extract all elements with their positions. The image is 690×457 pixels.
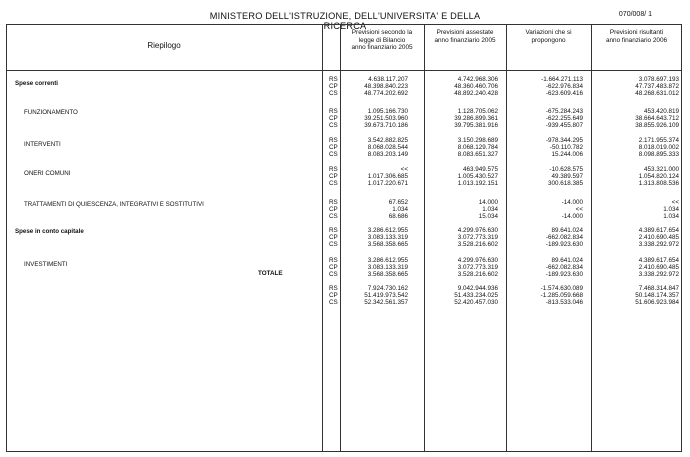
cell-value: CP (329, 206, 338, 214)
cell-value: RS (329, 76, 338, 83)
table-row (0, 166, 690, 190)
cell-value: 1.054.820.124 (638, 173, 679, 181)
row-label: Spese correnti (15, 80, 58, 87)
cell-value: 38.855.926.109 (635, 122, 679, 130)
cell-value: -189.923.630 (545, 241, 583, 249)
cell-value: 453.420.819 (643, 108, 679, 115)
cell-value: 48.892.240.428 (454, 90, 498, 98)
cell-value: CS (329, 241, 338, 249)
table-row (0, 199, 690, 223)
cell-value: 15.244.006 (551, 151, 583, 159)
cell-value: 3.286.612.955 (367, 257, 408, 264)
col-risultanti-values (600, 76, 679, 97)
cell-value: 38.664.643.712 (635, 115, 679, 123)
cell-value: -14.000 (561, 213, 583, 221)
cell-value: 453.321.000 (643, 166, 679, 173)
cell-value: 3.338.292.972 (638, 271, 679, 279)
cell-value: 15.034 (478, 213, 498, 221)
col-risultanti-values (600, 166, 679, 187)
cell-value: 7.924.730.162 (367, 285, 408, 292)
cell-value: -623.609.416 (545, 90, 583, 98)
cell-value: CS (329, 180, 338, 188)
row-label: FUNZIONAMENTO (24, 109, 78, 116)
cell-value: 4.389.617.654 (638, 227, 679, 234)
cell-value: 39.286.899.361 (454, 115, 498, 123)
cell-value: 1.034 (663, 206, 679, 214)
col-legge-bilancio-values (340, 285, 408, 306)
cell-value: 67.652 (388, 199, 408, 206)
cell-value: 3.528.216.602 (457, 271, 498, 279)
cell-value: CS (329, 122, 338, 130)
col-assestate-values (425, 199, 498, 220)
col-heading-risultanti: Previsioni risultanti anno finanziario 2006 (605, 29, 668, 44)
cell-value: -622.255.649 (545, 115, 583, 123)
col-legge-bilancio-values (340, 199, 408, 220)
cell-value: -622.976.834 (545, 83, 583, 91)
cell-value: 39.251.503.960 (364, 115, 408, 123)
cell-value: CS (329, 90, 338, 98)
totale-label: TOTALE (258, 270, 283, 277)
table-row (0, 108, 690, 132)
col-variazioni-values (510, 199, 583, 220)
cell-value: -50.110.782 (549, 144, 583, 152)
cell-value: CS (329, 299, 338, 307)
col-risultanti-values (600, 137, 679, 158)
cell-value: CP (329, 292, 338, 300)
cell-value: 1.034 (663, 213, 679, 221)
cell-value: << (575, 206, 583, 214)
cell-value: 4.638.117.207 (368, 76, 408, 83)
cell-value: RS (329, 137, 338, 144)
cell-value: 3.338.292.972 (638, 241, 679, 249)
col-variazioni-values (510, 227, 583, 248)
cell-value: 8.083.651.327 (457, 151, 498, 159)
cell-value: -675.284.243 (545, 108, 583, 115)
cell-value: 52.420.457.030 (454, 299, 498, 307)
cell-value: 8.018.019.002 (638, 144, 679, 152)
cell-value: 8.068.028.544 (367, 144, 408, 152)
col-risultanti-values (600, 257, 679, 278)
cell-value: 8.068.129.784 (457, 144, 498, 152)
cell-value: 2.171.955.374 (638, 137, 679, 144)
col-risultanti-values (600, 199, 679, 220)
cell-value: -14.000 (561, 199, 583, 206)
col-legge-bilancio-values (340, 166, 408, 187)
cell-value: 14.000 (478, 199, 498, 206)
cell-value: 2.410.690.485 (638, 234, 679, 242)
row-label: INVESTIMENTI (24, 261, 68, 268)
cell-value: CP (329, 264, 338, 272)
cell-value: RS (329, 199, 338, 206)
cell-value: CP (329, 115, 338, 123)
cell-value: CP (329, 83, 338, 91)
cell-value: -1.574.630.089 (540, 285, 583, 292)
cell-value: 1.013.192.151 (457, 180, 498, 188)
row-label: TRATTAMENTI DI QUIESCENZA, INTEGRATIVI E SOSTITUTIVI (24, 201, 204, 208)
cell-value: RS (329, 285, 338, 292)
cell-value: 39.795.381.916 (454, 122, 498, 130)
cell-value: -189.923.630 (545, 271, 583, 279)
col-assestate-values (425, 227, 498, 248)
header-divider (6, 70, 682, 71)
cell-value: 39.673.710.186 (364, 122, 408, 130)
cell-value: 48.398.840.223 (364, 83, 408, 91)
cell-value: -10.628.575 (549, 166, 583, 173)
cell-value: 8.098.895.333 (638, 151, 679, 159)
col-assestate-values (425, 137, 498, 158)
cell-value: 3.568.358.665 (367, 241, 408, 249)
cell-value: -978.344.295 (545, 137, 583, 144)
col-legge-bilancio-values (340, 257, 408, 278)
col-risultanti-values (600, 227, 679, 248)
col-legge-bilancio-values (340, 76, 408, 97)
col-risultanti-values (600, 285, 679, 306)
cell-value: 300.618.385 (547, 180, 583, 188)
cell-value: 1.034 (392, 206, 408, 214)
cell-value: RS (329, 166, 338, 173)
cell-value: 89.641.024 (551, 227, 583, 234)
cell-value: 2.410.690.485 (638, 264, 679, 272)
cell-value: 51.419.973.542 (364, 292, 408, 300)
cell-value: 3.072.773.319 (457, 234, 498, 242)
cell-value: CP (329, 173, 338, 181)
col-legge-bilancio-values (340, 137, 408, 158)
table-row (0, 285, 690, 309)
cell-value: 1.017.306.685 (367, 173, 408, 181)
cell-value: RS (329, 227, 338, 234)
cell-value: 48.268.631.012 (635, 90, 679, 98)
cell-value: 4.299.976.630 (457, 257, 498, 264)
cell-value: 52.342.561.357 (364, 299, 408, 307)
col-heading-assestate: Previsioni assestate anno finanziario 2005 (434, 29, 496, 44)
col-heading-legge-bilancio: Previsioni secondo la legge di Bilancio anno finanziario 2005 (351, 29, 413, 52)
col-variazioni-values (510, 76, 583, 97)
cell-value: -1.664.271.113 (541, 76, 583, 83)
cell-value: 3.078.697.193 (638, 76, 679, 83)
cell-value: 7.468.314.847 (638, 285, 679, 292)
cell-value: 3.083.133.319 (367, 264, 408, 272)
cell-value: 3.568.358.665 (367, 271, 408, 279)
row-label: INTERVENTI (24, 141, 61, 148)
cell-value: 48.360.460.706 (454, 83, 498, 91)
row-label: ONERI COMUNI (24, 170, 71, 177)
cell-value: -1.285.059.668 (540, 292, 583, 300)
cell-value: 3.528.216.602 (457, 241, 498, 249)
cell-value: 89.641.024 (551, 257, 583, 264)
riepilogo-heading: Riepilogo (147, 41, 181, 50)
cell-value: 1.313.808.536 (638, 180, 679, 188)
col-assestate-values (425, 285, 498, 306)
row-label: Spese in conto capitale (15, 228, 84, 235)
col-assestate-values (425, 257, 498, 278)
col-variazioni-values (510, 257, 583, 278)
cell-value: 50.148.174.357 (635, 292, 679, 300)
col-risultanti-values (600, 108, 679, 129)
cell-value: 1.017.220.671 (367, 180, 408, 188)
cell-value: << (400, 166, 408, 173)
cell-value: 3.083.133.319 (367, 234, 408, 242)
col-heading-variazioni: Variazioni che si propongono (525, 29, 572, 44)
cell-value: 1.005.430.527 (457, 173, 498, 181)
cell-value: 68.686 (388, 213, 408, 221)
cell-value: 4.742.968.306 (457, 76, 498, 83)
cell-value: RS (329, 108, 338, 115)
cell-value: 1.128.705.062 (457, 108, 498, 115)
cell-value: 47.737.483.872 (635, 83, 679, 91)
col-assestate-values (425, 108, 498, 129)
cell-value: 3.286.612.955 (367, 227, 408, 234)
col-variazioni-values (510, 285, 583, 306)
cell-value: RS (329, 257, 338, 264)
cell-value: CS (329, 271, 338, 279)
cell-value: -662.082.834 (545, 264, 583, 272)
cell-value: 9.042.944.936 (457, 285, 498, 292)
col-variazioni-values (510, 166, 583, 187)
table-row (0, 227, 690, 251)
cell-value: CS (329, 213, 338, 221)
cell-value: -813.533.046 (545, 299, 583, 307)
cell-value: CS (329, 151, 338, 159)
cell-value: 1.095.166.730 (367, 108, 408, 115)
cell-value: 1.034 (482, 206, 498, 214)
col-variazioni-values (510, 137, 583, 158)
cell-value: 4.299.976.630 (457, 227, 498, 234)
col-legge-bilancio-values (340, 227, 408, 248)
cell-value: 3.072.773.319 (457, 264, 498, 272)
cell-value: 463.949.575 (462, 166, 498, 173)
cell-value: -662.082.834 (545, 234, 583, 242)
cell-value: 49.389.597 (551, 173, 583, 181)
table-row (0, 137, 690, 161)
page-code: 070/008/ 1 (618, 11, 652, 18)
cell-value: -939.455.807 (545, 122, 583, 130)
cell-value: CP (329, 234, 338, 242)
cell-value: 48.774.202.692 (364, 90, 408, 98)
cell-value: 4.389.617.654 (638, 257, 679, 264)
cell-value: CP (329, 144, 338, 152)
col-legge-bilancio-values (340, 108, 408, 129)
cell-value: 8.083.203.149 (367, 151, 408, 159)
cell-value: << (671, 199, 679, 206)
page-header-title: MINISTERO DELL'ISTRUZIONE, DELL'UNIVERSITA' E DELLA RICERCA (209, 11, 481, 31)
col-assestate-values (425, 76, 498, 97)
cell-value: 3.542.882.825 (367, 137, 408, 144)
table-row (0, 76, 690, 100)
col-assestate-values (425, 166, 498, 187)
cell-value: 3.150.298.689 (457, 137, 498, 144)
cell-value: 51.606.923.984 (635, 299, 679, 307)
table-row (0, 257, 690, 281)
cell-value: 51.433.234.025 (454, 292, 498, 300)
col-variazioni-values (510, 108, 583, 129)
